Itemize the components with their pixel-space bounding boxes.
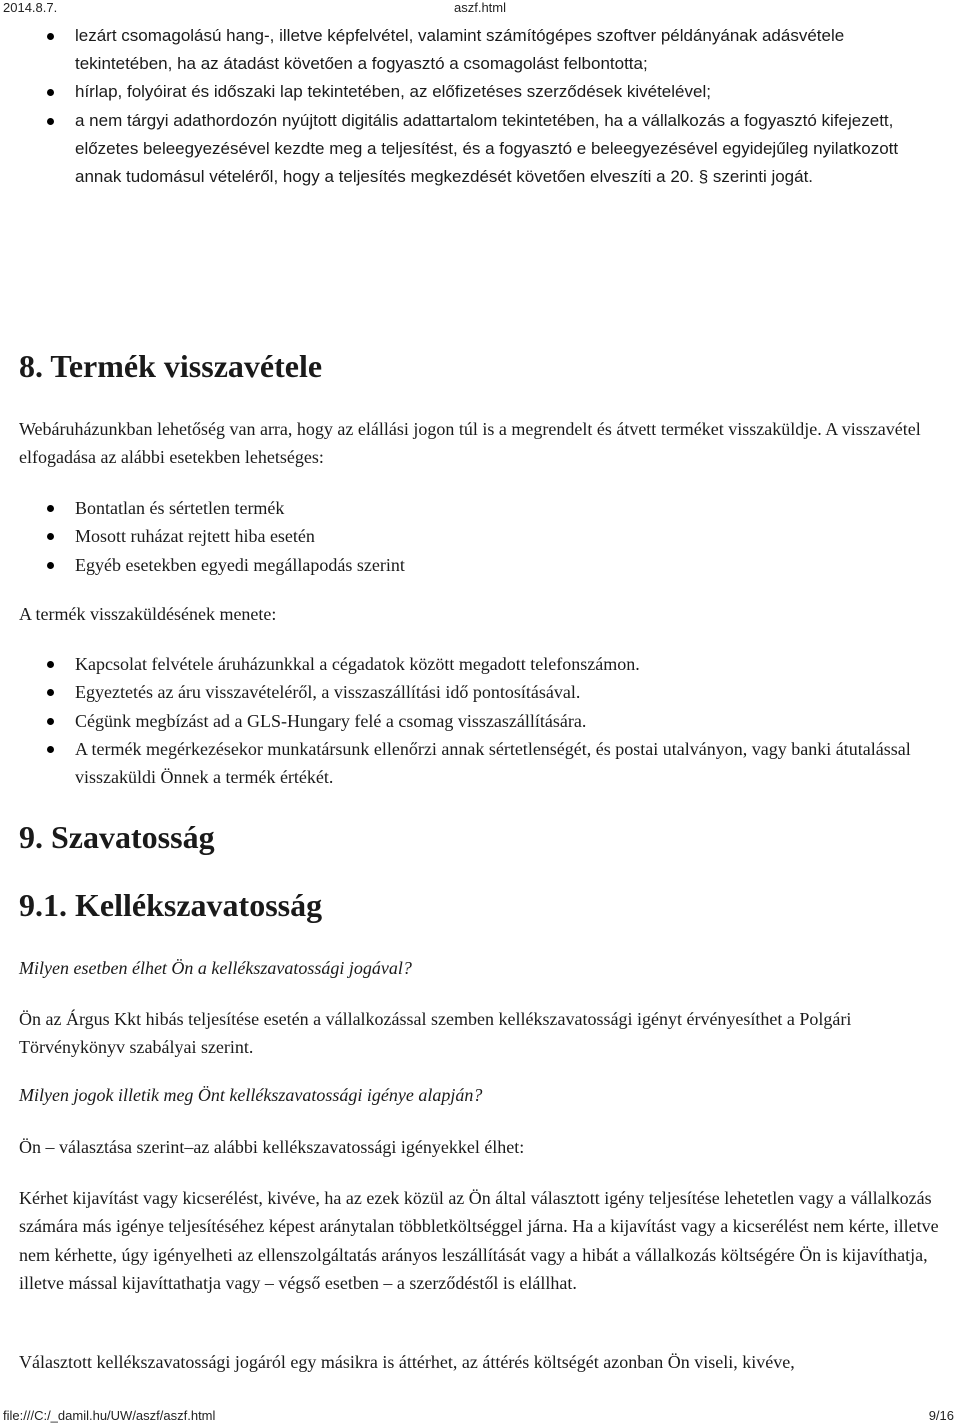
- print-footer: [0, 1408, 960, 1426]
- answer-2-continued: Választott kellékszavatossági jogáról egy másikra is áttérhet, az áttérés költségét azonban Ön viseli, kivéve,: [19, 1352, 795, 1372]
- print-header: [0, 0, 960, 18]
- answer-2-intro: Ön – választása szerint–az alábbi kellékszavatossági igényekkel élhet:: [19, 1137, 525, 1157]
- return-steps-list: [19, 650, 941, 791]
- list-item: Kapcsolat felvétele áruházunkkal a cégadatok között megadott telefonszámon.: [19, 650, 941, 678]
- section-9-1-heading: 9.1. Kellékszavatosság: [19, 887, 323, 923]
- answer-2-body: Kérhet kijavítást vagy kicserélést, kivéve, ha az ezek közül az Ön által választott igény teljesítése lehetetlen vagy a vállalkozás számára más igénye teljesítéséhez képest aránytalan többletköltséggel járna. Ha a kijavítást vagy a kicserélést nem kérte, illetve nem kérhette, úgy igényelheti az ellenszolgáltatás arányos leszállítását vagy a hibát a vállalkozás költségére Ön is kijavíthatja, illetve mással kijavíttathatja vagy – végső esetben – a szerződéstől is elállhat.: [19, 1188, 939, 1293]
- list-item: A termék megérkezésekor munkatársunk ellenőrzi annak sértetlenségét, és postai utalványon, vagy banki átutalással visszaküldi Önnek a termék értékét.: [19, 735, 941, 792]
- exception-list: [19, 22, 941, 191]
- list-item: hírlap, folyóirat és időszaki lap tekintetében, az előfizetéses szerződések kivételével;: [19, 78, 941, 106]
- list-item: Egyéb esetekben egyedi megállapodás szerint: [19, 551, 941, 579]
- list-item: Egyeztetés az áru visszavételéről, a visszaszállítási idő pontosításával.: [19, 678, 941, 706]
- return-process-title: A termék visszaküldésének menete:: [19, 604, 277, 624]
- section-8-intro: Webáruházunkban lehetőség van arra, hogy az elállási jogon túl is a megrendelt és átvett terméket visszaküldje. A visszavétel elfogadása az alábbi esetekben lehetséges:: [19, 419, 921, 468]
- page-number: 9/16: [928, 1408, 954, 1423]
- list-item: Cégünk megbízást ad a GLS-Hungary felé a csomag visszaszállítására.: [19, 707, 941, 735]
- list-item: lezárt csomagolású hang-, illetve képfelvétel, valamint számítógépes szoftver példányának adásvétele tekintetében, ha az átadást követően a fogyasztó a csomagolást felbontotta;: [19, 22, 941, 78]
- return-cases-list: [19, 494, 941, 579]
- section-8-heading: 8. Termék visszavétele: [19, 348, 323, 384]
- print-date: 2014.8.7.: [3, 0, 58, 15]
- list-item: Mosott ruházat rejtett hiba esetén: [19, 522, 941, 550]
- question-1: Milyen esetben élhet Ön a kellékszavatossági jogával?: [19, 958, 412, 978]
- answer-1: Ön az Árgus Kkt hibás teljesítése esetén a vállalkozással szemben kellékszavatossági igényt érvényesíthet a Polgári Törvénykönyv szabályai szerint.: [19, 1009, 852, 1058]
- list-item: Bontatlan és sértetlen termék: [19, 494, 941, 522]
- list-item: a nem tárgyi adathordozón nyújtott digitális adattartalom tekintetében, ha a vállalkozás a fogyasztó kifejezett, előzetes beleegyezésével kezdte meg a teljesítést, és a fogyasztó e beleegyezésével egyidejűleg nyilatkozott annak tudomásul vételéről, hogy a teljesítés megkezdését követően elveszíti a 20. § szerinti jogát.: [19, 107, 941, 192]
- print-url: file:///C:/_damil.hu/UW/aszf/aszf.html: [3, 1408, 216, 1423]
- question-2: Milyen jogok illetik meg Önt kellékszavatossági igénye alapján?: [19, 1085, 483, 1105]
- print-filename: aszf.html: [453, 0, 506, 15]
- section-9-heading: 9. Szavatosság: [19, 819, 215, 855]
